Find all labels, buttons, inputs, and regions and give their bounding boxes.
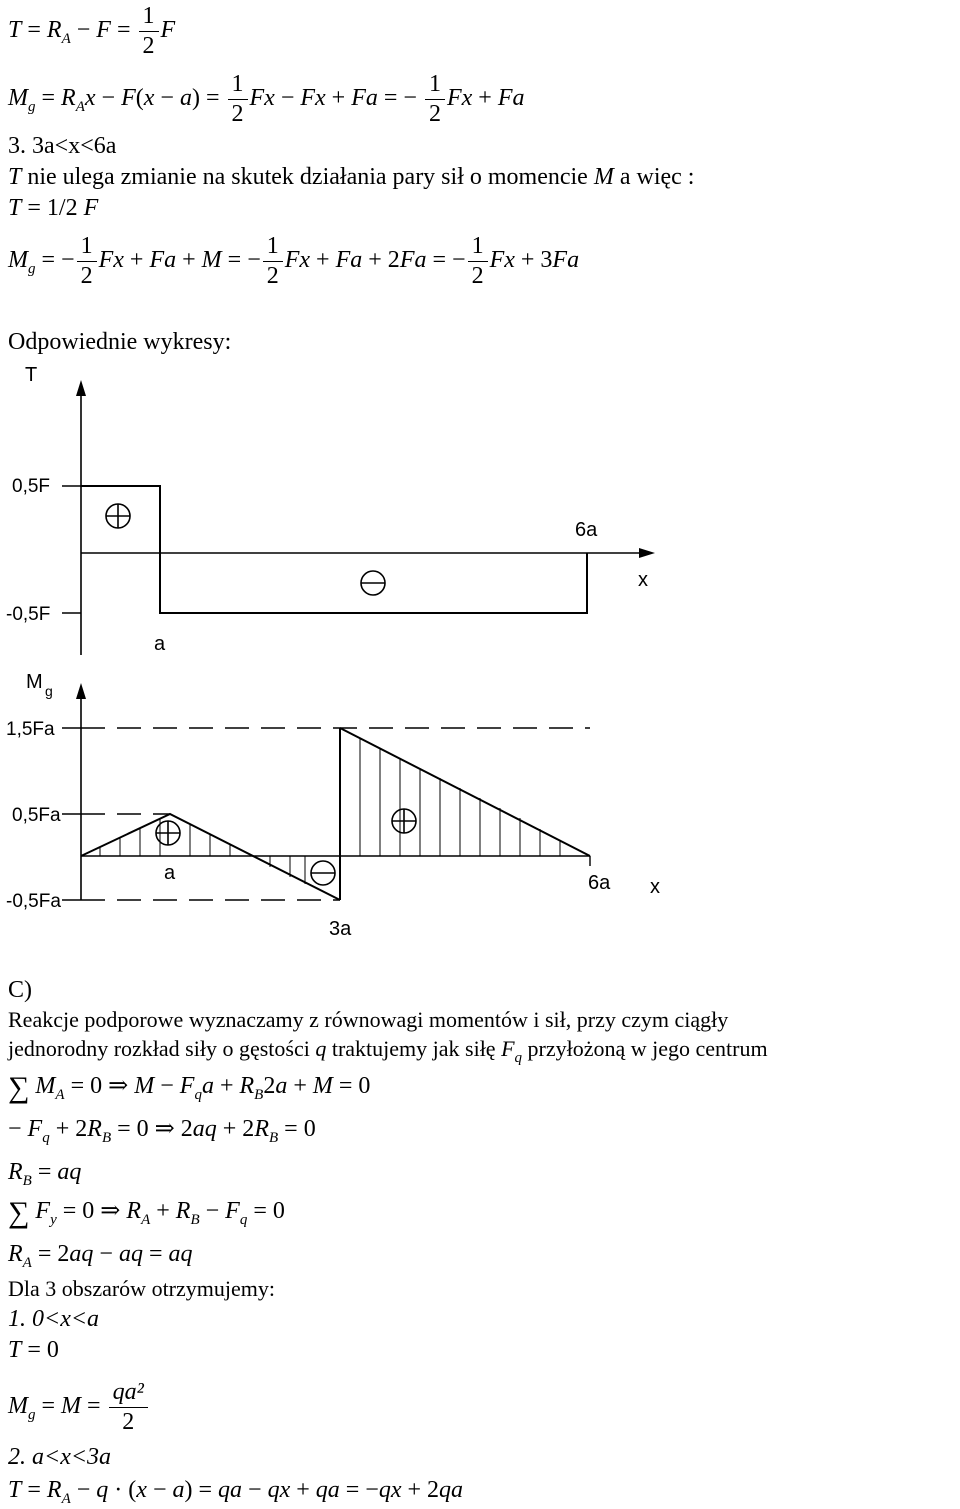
t-tick-label-pos: 0,5F xyxy=(12,476,51,497)
equation-sum-Fy: ∑ $F_y = 0$ ⇒ $R_A + R_B - F_q = 0$ xyxy=(8,1196,285,1229)
mg-tick-label-15: 1,5Fa xyxy=(6,719,55,740)
section-C-paragraph-line1: Reakcje podporowe wyznaczamy z równowagi momentów i sił, przy czym ciągły xyxy=(8,1007,729,1032)
mg-xtick-3a: 3a xyxy=(329,918,352,940)
mg-chart-title-sub: g xyxy=(45,683,53,699)
equation-RA: $R_A = 2aq$ − aq = aq xyxy=(8,1241,193,1271)
equation-RB: $R_B$ = aq xyxy=(8,1159,82,1189)
t-xtick-6a: 6a xyxy=(575,519,598,541)
charts-label: Odpowiednie wykresy: xyxy=(8,329,232,355)
mg-xtick-6a: 6a xyxy=(588,872,611,894)
section-C-label: C) xyxy=(8,977,32,1003)
mg-plus-sign-icon-2 xyxy=(392,809,416,833)
equation-T-top: $T = R_A - F$ = $\frac{1}{2}$ F xyxy=(8,3,176,60)
t-tick-label-neg: -0,5F xyxy=(6,604,51,625)
t-xtick-a: a xyxy=(154,633,166,655)
t-plus-sign-icon xyxy=(106,504,130,528)
t-chart-xlabel: x xyxy=(638,569,648,591)
area-2-T: $T = R_A - q \cdot (x - a)$ = qa − qx + qa = −qx + 2qa xyxy=(8,1477,464,1507)
area-1-T: T = 0 xyxy=(8,1337,59,1363)
mg-hatch-area-3 xyxy=(360,738,560,856)
mg-curve xyxy=(81,814,340,900)
mg-minus-sign-icon xyxy=(311,861,335,885)
section-3-note: T nie ulega zmianie na skutek działania pary sił o momencie M a więc : xyxy=(8,164,695,190)
mg-tick-label-neg05: -0,5Fa xyxy=(6,891,61,912)
section-3-Mg-equation: $M_g$ = − $\frac{1}{2}$ Fx + Fa + M = − $\frac{1}{2}$ Fx + Fa + 2Fa = − $\frac{1}{2}$ Fx + 3Fa xyxy=(8,233,580,290)
area-2-heading: 2. a<x<3a xyxy=(8,1444,112,1470)
t-chart-x-arrow xyxy=(639,548,655,558)
areas-label: Dla 3 obszarów otrzymujemy: xyxy=(8,1276,275,1301)
mg-xlabel: x xyxy=(650,876,660,898)
mg-plus-sign-icon-1 xyxy=(156,821,180,845)
equation-Mg-top: $M_g = R_Ax - F(x - a)$ = $\frac{1}{2}$ Fx − Fx + Fa = − $\frac{1}{2}$ Fx + Fa xyxy=(8,71,525,128)
mg-curve-3 xyxy=(340,728,590,856)
mg-hatch-area-1 xyxy=(100,819,160,856)
t-chart-y-arrow xyxy=(76,380,86,396)
t-positive-segment xyxy=(81,486,160,553)
mg-tick-label-05: 0,5Fa xyxy=(12,805,61,826)
section-3-heading: 3. 3a<x<6a xyxy=(8,133,117,159)
equation-Fq: − $F_q + 2R_B = 0$ ⇒ $2aq + 2R_B = 0$ xyxy=(8,1116,316,1146)
mg-chart-y-arrow xyxy=(76,683,86,699)
t-minus-sign-icon xyxy=(361,571,385,595)
equation-sum-MA: ∑ $M_A = 0$ ⇒ $M - F_qa + R_B2a + M = 0$ xyxy=(8,1071,371,1104)
section-3-T-equation: T = 1/2 F xyxy=(8,195,99,221)
t-chart-title: T xyxy=(25,364,38,386)
section-C-paragraph-line2: jednorodny rozkład siły o gęstości q traktujemy jak siłę $F_q$ przyłożoną w jego centrum xyxy=(8,1036,768,1066)
diagrams-svg xyxy=(0,355,960,955)
area-1-heading: 1. 0<x<a xyxy=(8,1306,100,1332)
area-1-Mg: $M_g = M$ = $\frac{\text{qa²}}{2}$ xyxy=(8,1380,150,1435)
mg-xtick-a: a xyxy=(164,862,176,884)
mg-chart-title: M xyxy=(26,671,43,693)
